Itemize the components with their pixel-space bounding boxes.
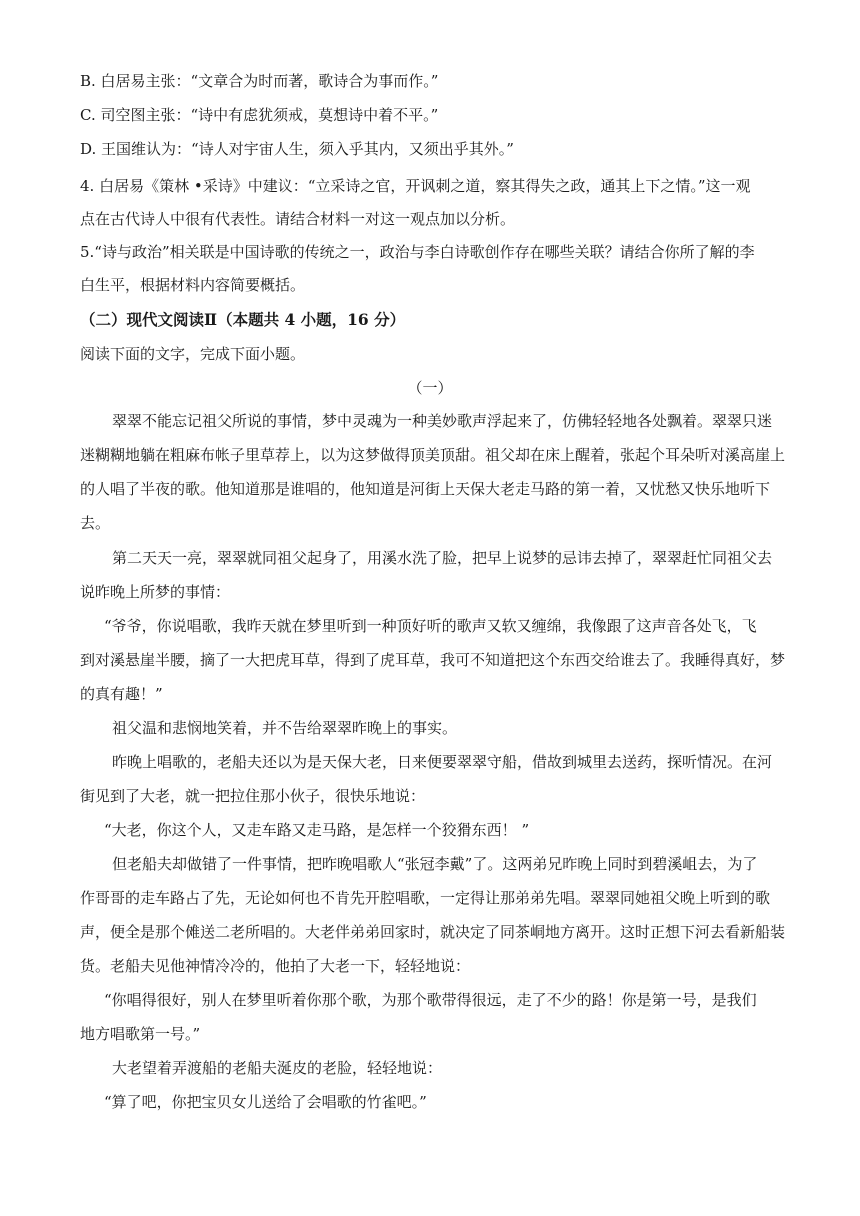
passage-line: 声，便全是那个傩送二老所唱的。大老伴弟弟回家时，就决定了同茶峒地方离开。这时正想下河去看新船装 [80, 923, 786, 941]
question-5-line-2: 白生平，根据材料内容简要概括。 [80, 276, 306, 294]
passage-line: 翠翠不能忘记祖父所说的事情，梦中灵魂为一种美妙歌声浮起来了，仿佛轻轻地各处飘着。翠翠只迷 [112, 412, 773, 430]
passage-line: 作哥哥的走车路占了先，无论如何也不肯先开腔唱歌，一定得让那弟弟先唱。翠翠同她祖父晚上听到的歌 [80, 889, 771, 907]
passage-line: “算了吧，你把宝贝女儿送给了会唱歌的竹雀吧。” [104, 1093, 427, 1111]
passage-line: 货。老船夫见他神情冷冷的，他拍了大老一下，轻轻地说： [80, 957, 471, 975]
passage-line: 的人唱了半夜的歌。他知道那是谁唱的，他知道是河街上天保大老走马路的第一着，又忧愁又快乐地听下 [80, 480, 771, 498]
passage-line: “你唱得很好，别人在梦里听着你那个歌，为那个歌带得很远，走了不少的路！你是第一号，是我们 [104, 991, 757, 1009]
passage-line: 大老望着弄渡船的老船夫涎皮的老脸，轻轻地说： [112, 1059, 443, 1077]
option-b: B. 白居易主张：“文章合为时而著，歌诗合为事而作。” [80, 72, 439, 90]
section-instruction: 阅读下面的文字，完成下面小题。 [80, 345, 306, 363]
option-c: C. 司空图主张：“诗中有虑犹须戒，莫想诗中着不平。” [80, 106, 439, 124]
option-d: D. 王国维认为：“诗人对宇宙人生，须入乎其内，又须出乎其外。” [80, 140, 514, 158]
passage-line: 地方唱歌第一号。” [80, 1025, 201, 1043]
question-4-line-1: 4. 白居易《策林 •采诗》中建议：“立采诗之官，开讽刺之道，察其得失之政，通其上下之情。”这一观 [80, 177, 751, 195]
passage-line: “大老，你这个人，又走车路又走马路，是怎样一个狡猾东西！ ” [104, 821, 530, 839]
section-heading: （二）现代文阅读Ⅱ（本题共 4 小题，16 分） [80, 310, 406, 329]
passage-line: 的真有趣！” [80, 685, 163, 703]
passage-line: 第二天天一亮，翠翠就同祖父起身了，用溪水洗了脸，把早上说梦的忌讳去掉了，翠翠赶忙同祖父去 [112, 549, 773, 567]
passage-line: 说昨晚上所梦的事情： [80, 583, 231, 601]
passage-line: 迷糊糊地躺在粗麻布帐子里草荐上，以为这梦做得顶美顶甜。祖父却在床上醒着，张起个耳朵听对溪高崖上 [80, 446, 786, 464]
passage-line: 到对溪悬崖半腰，摘了一大把虎耳草，得到了虎耳草，我可不知道把这个东西交给谁去了。我睡得真好，梦 [80, 651, 786, 669]
part-marker: （一） [407, 379, 453, 397]
passage-line: 祖父温和悲悯地笑着，并不告给翠翠昨晚上的事实。 [112, 719, 458, 737]
question-4-line-2: 点在古代诗人中很有代表性。请结合材料一对这一观点加以分析。 [80, 210, 516, 228]
passage-line: “爷爷，你说唱歌，我昨天就在梦里听到一种顶好听的歌声又软又缠绵，我像跟了这声音各处飞，飞 [104, 617, 757, 635]
passage-line: 但老船夫却做错了一件事情，把昨晚唱歌人“张冠李戴”了。这两弟兄昨晚上同时到碧溪岨去，为了 [112, 855, 758, 873]
passage-line: 街见到了大老，就一把拉住那小伙子，很快乐地说： [80, 787, 426, 805]
passage-line: 去。 [80, 514, 111, 532]
question-5-line-1: 5.“诗与政治”相关联是中国诗歌的传统之一，政治与李白诗歌创作存在哪些关联？请结合你所了解的李 [80, 243, 755, 261]
passage-line: 昨晚上唱歌的，老船夫还以为是天保大老，日来便要翠翠守船，借故到城里去送药，探听情况。在河 [112, 753, 773, 771]
